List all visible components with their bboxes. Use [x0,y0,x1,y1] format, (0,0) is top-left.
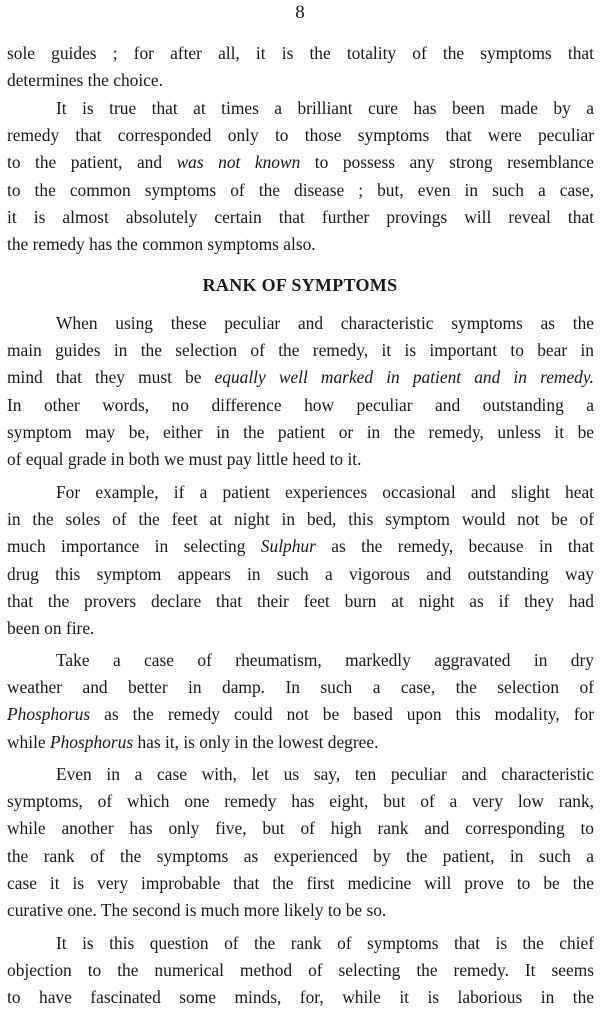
text-line: It is true that at times a brilliant cure has been made by a [56,98,594,118]
text-line: weather and better in damp. In such a case, the selection of [7,677,594,698]
text-run: has it, is only in the lowest degree. [133,731,379,752]
text-line [7,364,594,391]
text-line: drug this symptom appears in such a vigorous and outstanding way [7,563,594,584]
text-line: in the soles of the feet at night in bed, this symptom would not be of [7,509,594,530]
text-line [7,149,594,176]
text-line: been on fire. [7,617,95,638]
text-line: that the provers declare that their feet burn at night as if they had [7,590,594,611]
text-run: to the patient, and [7,152,177,173]
paragraph-numerical-method [7,930,594,1012]
text-line: In other words, no difference how peculiar and outstanding a [7,394,594,415]
text-line [7,729,594,756]
text-run: as the remedy, because in that [315,536,594,557]
text-line: curative one. The second is much more likely to be so. [7,899,387,920]
text-line: Take a case of rheumatism, markedly aggravated in dry [56,650,594,670]
text-run: as the remedy could not be based upon this modality, for [90,704,594,725]
text-line: case it is very improbable that the first medicine will prove to be the [7,872,594,893]
italic-phrase: Phosphorus [7,704,91,725]
paragraph-brilliant-cure [7,95,594,258]
text-line: of equal grade in both we must pay little heed to it. [7,448,362,469]
text-run: to possess any strong resemblance [300,152,594,173]
text-line: objection to the numerical method of selecting the remedy. It seems [7,960,594,981]
paragraph-rheumatism [7,647,594,756]
text-line: it is almost absolutely certain that further provings will reveal that [7,206,594,227]
text-line: main guides in the selection of the remedy, it is important to bear in [7,340,594,361]
paragraph-continuation [7,40,594,94]
paragraph-peculiar-symptoms [7,310,594,473]
text-line: to the common symptoms of the disease ; but, even in such a case, [7,179,594,200]
paragraph-rank-example [7,761,594,924]
italic-phrase: was not known [176,152,301,173]
section-heading: RANK OF SYMPTOMS [202,275,398,295]
text-line: When using these peculiar and characteristic symptoms as the [56,313,594,333]
text-line: symptom may be, either in the patient or in the remedy, unless it be [7,421,594,442]
text-line: the rank of the symptoms as experienced by the patient, in such a [7,845,594,866]
text-line: determines the choice. [7,70,163,91]
text-line: symptoms, of which one remedy has eight, but of a very low rank, [7,791,594,812]
page-number: 8 [295,2,305,23]
italic-phrase: equally well marked in patient and in remedy. [214,367,594,388]
text-line: the remedy has the common symptoms also. [7,233,316,254]
text-line: For example, if a patient experiences occasional and slight heat [56,482,594,502]
text-line: Even in a case with, let us say, ten peculiar and characteristic [56,764,594,784]
paragraph-sulphur-example [7,479,594,642]
text-line [7,533,594,560]
italic-phrase: Sulphur [260,536,316,557]
text-line [7,701,594,728]
text-run: while [7,731,50,752]
text-line: while another has only five, but of high rank and corresponding to [7,818,594,839]
italic-phrase: Phosphorus [49,731,134,752]
text-run: much importance in selecting [7,536,261,557]
text-line: It is this question of the rank of symptoms that is the chief [56,933,594,953]
text-line: to have fascinated some minds, for, while it is laborious in the [7,987,594,1008]
text-run: mind that they must be [7,367,215,388]
text-line: remedy that corresponded only to those symptoms that were peculiar [7,125,594,146]
text-line: sole guides ; for after all, it is the totality of the symptoms that [7,43,594,63]
